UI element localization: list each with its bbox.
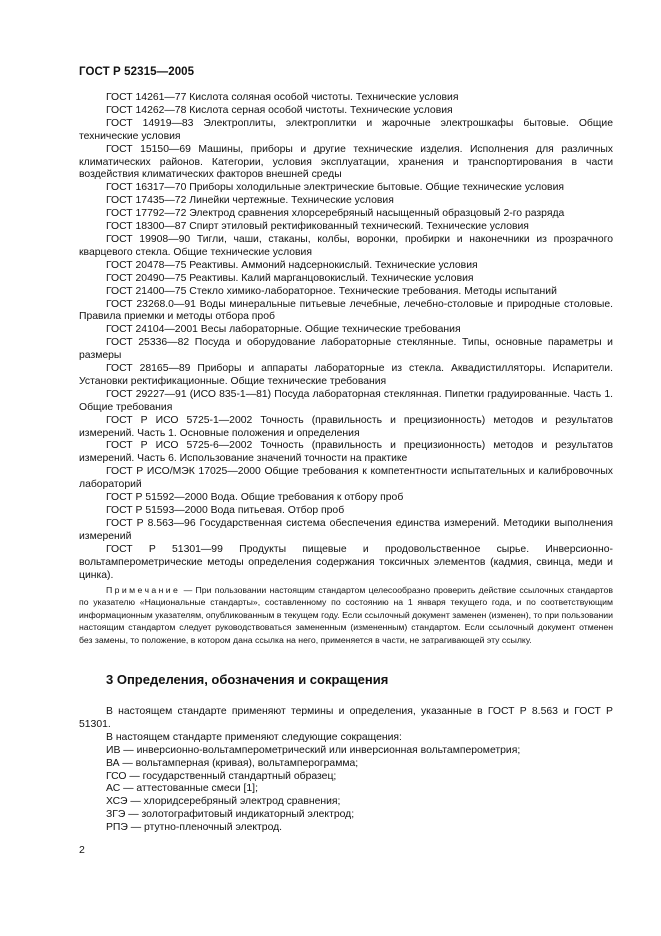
reference-item: ГОСТ 14262—78 Кислота серная особой чистоты. Технические условия: [106, 104, 453, 116]
reference-item: ГОСТ 16317—70 Приборы холодильные электрические бытовые. Общие технические условия: [106, 182, 565, 194]
reference-item: ГОСТ Р 8.563—96 Государственная система обеспечения единства измерений. Методики выполнения измерений: [79, 517, 613, 542]
section-3-title: 3 Определения, обозначения и сокращения: [106, 672, 389, 687]
reference-item: ГОСТ Р ИСО 5725-1—2002 Точность (правильность и прецизионность) методов и результатов измерений. Часть 1. Основные положения и определения: [79, 414, 613, 439]
note-paragraph: [79, 584, 613, 646]
reference-item: ГОСТ Р ИСО/МЭК 17025—2000 Общие требования к компетентности испытательных и калибровочных лабораторий: [79, 466, 613, 491]
section-paragraph: В настоящем стандарте применяют следующие сокращения:: [106, 731, 402, 743]
reference-item: ГОСТ Р 51593—2000 Вода питьевая. Отбор проб: [106, 505, 345, 516]
abbreviation-item: ХСЭ — хлоридсеребряный электрод сравнения;: [106, 796, 341, 808]
normative-references-list: [79, 92, 613, 582]
section-paragraph: В настоящем стандарте применяют термины и определения, указанные в ГОСТ Р 8.563 и ГОСТ Р 51301.: [79, 706, 613, 730]
reference-item: ГОСТ 29227—91 (ИСО 835-1—81) Посуда лабораторная стеклянная. Пипетки градуированные. Часть 1. Общие требования: [79, 388, 613, 413]
reference-item: ГОСТ 17435—72 Линейки чертежные. Технические условия: [106, 195, 394, 207]
reference-item: ГОСТ 25336—82 Посуда и оборудование лабораторные стеклянные. Типы, основные параметры и размеры: [79, 337, 613, 362]
section-3-body: [79, 706, 613, 835]
reference-item: ГОСТ 20490—75 Реактивы. Калий марганцовокислый. Технические условия: [106, 272, 474, 284]
abbreviation-item: РПЭ — ртутно-пленочный электрод.: [106, 822, 283, 834]
abbreviation-item: ИВ — инверсионно-вольтамперометрический или инверсионная вольтамперометрия;: [106, 744, 521, 756]
abbreviation-item: ГСО — государственный стандартный образец;: [106, 770, 337, 782]
reference-item: ГОСТ 21400—75 Стекло химико-лабораторное. Технические требования. Методы испытаний: [106, 285, 557, 297]
abbreviation-item: АС — аттестованные смеси [1];: [106, 783, 258, 795]
reference-item: ГОСТ Р 51592—2000 Вода. Общие требования к отбору проб: [106, 492, 404, 504]
reference-item: ГОСТ 15150—69 Машины, приборы и другие технические изделия. Исполнения для различных климатических районов. Категории, условия эксплуатации, хранения и транспортирования в части воздействия климатических факторов внешней среды: [79, 143, 613, 181]
reference-item: ГОСТ 14919—83 Электроплиты, электроплитки и жарочные электрошкафы бытовые. Общие технические условия: [79, 117, 613, 142]
reference-item: ГОСТ 18300—87 Спирт этиловый ректификованный технический. Технические условия: [106, 221, 529, 233]
reference-item: ГОСТ 19908—90 Тигли, чаши, стаканы, колбы, воронки, пробирки и наконечники из прозрачного кварцевого стекла. Общие технические условия: [79, 233, 613, 258]
page-number: 2: [79, 844, 85, 856]
abbreviation-item: ВА — вольтамперная (кривая), вольтамперограмма;: [106, 757, 359, 769]
reference-item: ГОСТ 24104—2001 Весы лабораторные. Общие технические требования: [106, 324, 461, 336]
abbreviation-item: ЗГЭ — золотографитовый индикаторный электрод;: [106, 809, 355, 821]
reference-item: ГОСТ Р 51301—99 Продукты пищевые и продовольственное сырье. Инверсионно-вольтамперометрические методы определения содержания токсичных элементов (кадмия, свинца, меди и цинка).: [79, 543, 613, 581]
note-text: — При пользовании настоящим стандартом целесообразно проверить действие ссылочных стандартов по указателю «Национальные стандарты», составленному по состоянию на 1 января текущего года, и по соответствующим информационным указателям, опубликованным в текущем году. Если ссылочный документ заменен (изменен), то при пользовании настоящим стандартом следует руководствоваться замененным (измененным) стандартом. Если ссылочный документ отменен без замены, то положение, в котором дана ссылка на него, применяется в части, не затрагивающей эту ссылку.: [79, 585, 613, 645]
reference-item: ГОСТ 20478—75 Реактивы. Аммоний надсернокислый. Технические условия: [106, 259, 478, 271]
reference-item: ГОСТ 28165—89 Приборы и аппараты лабораторные из стекла. Аквадистилляторы. Испарители. Установки ректификационные. Общие технические требования: [79, 363, 613, 387]
reference-item: ГОСТ 14261—77 Кислота соляная особой чистоты. Технические условия: [106, 92, 459, 103]
reference-item: ГОСТ 23268.0—91 Воды минеральные питьевые лечебные, лечебно-столовые и природные столовые. Правила приемки и методы отбора проб: [79, 298, 613, 323]
reference-item: ГОСТ Р ИСО 5725-6—2002 Точность (правильность и прецизионность) методов и результатов измерений. Часть 6. Использование значений точности на практике: [79, 440, 613, 465]
reference-item: ГОСТ 17792—72 Электрод сравнения хлорсеребряный насыщенный образцовый 2-го разряда: [106, 208, 565, 220]
document-header: ГОСТ Р 52315—2005: [79, 66, 195, 78]
note-label: Примечание: [106, 585, 181, 595]
